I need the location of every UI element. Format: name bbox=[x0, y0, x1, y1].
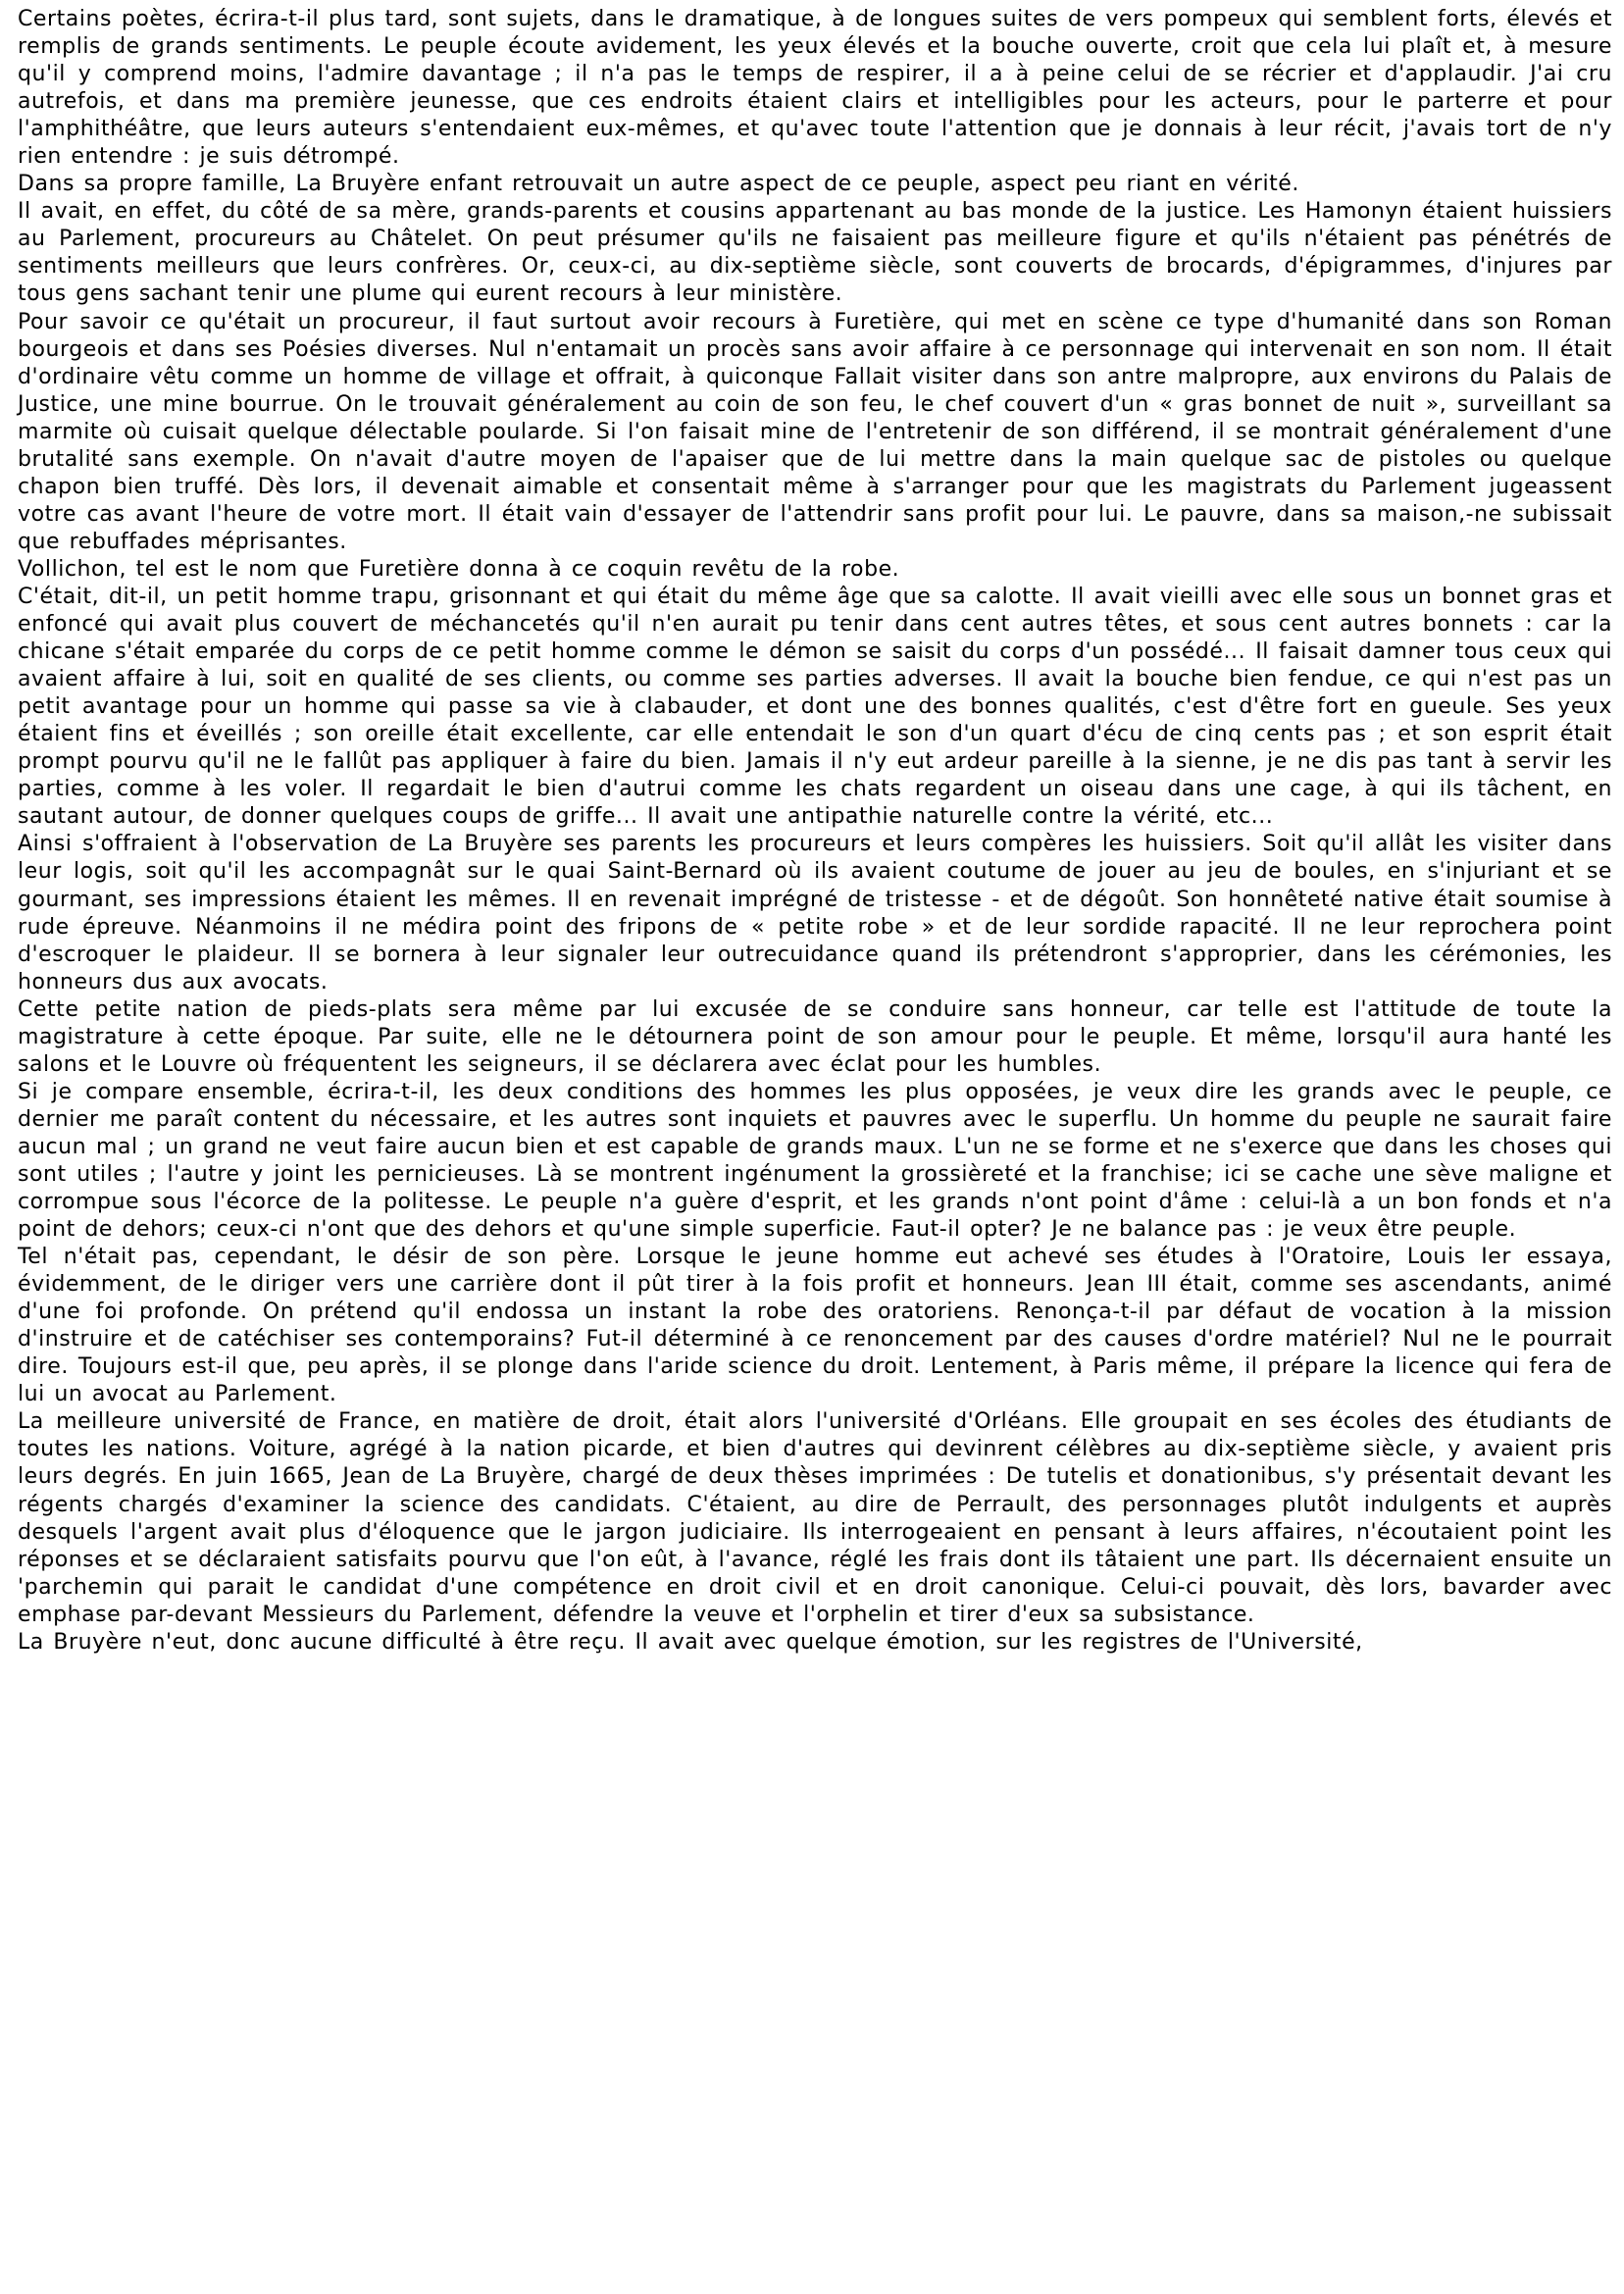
paragraph: Il avait, en effet, du côté de sa mère, grands-parents et cousins appartenant au bas monde de la justice. Les Hamonyn étaient huissiers au Parlement, procureurs au Châtelet. On peut présumer qu'ils ne faisaient pas meilleure figure et qu'ils n'étaient pas pénétrés de sentiments meilleurs que leurs confrères. Or, ceux-ci, au dix-septième siècle, sont couverts de brocards, d'épigrammes, d'injures par tous gens sachant tenir une plume qui eurent recours à leur ministère. bbox=[18, 199, 1612, 307]
paragraph: La meilleure université de France, en matière de droit, était alors l'université d'Orléans. Elle groupait en ses écoles des étudiants de toutes les nations. Voiture, agrégé à la nation picarde, et bien d'autres qui devinrent célèbres au dix-septième siècle, y avaient pris leurs degrés. En juin 1665, Jean de La Bruyère, chargé de deux thèses imprimées : De tutelis et donationibus, s'y présentait devant les régents chargés d'examiner la science des candidats. C'étaient, au dire de Perrault, des personnages plutôt indulgents et auprès desquels l'argent avait plus d'éloquence que le jargon judiciaire. Ils interrogeaient en pensant à leurs affaires, n'écoutaient point les réponses et se déclaraient satisfaits pourvu que l'on eût, à l'avance, réglé les frais dont ils tâtaient une part. Ils décernaient ensuite un 'parchemin qui parait le candidat d'une compétence en droit civil et en droit canonique. Celui-ci pouvait, dès lors, bavarder avec emphase par-devant Messieurs du Parlement, défendre la veuve et l'orphelin et tirer d'eux sa subsistance. bbox=[18, 1409, 1612, 1627]
paragraph: Cette petite nation de pieds-plats sera même par lui excusée de se conduire sans honneur, car telle est l'attitude de toute la magistrature à cette époque. Par suite, elle ne le détournera point de son amour pour le peuple. Et même, lorsqu'il aura hanté les salons et le Louvre où fréquentent les seigneurs, il se déclarera avec éclat pour les humbles. bbox=[18, 996, 1612, 1077]
paragraph: Ainsi s'offraient à l'observation de La Bruyère ses parents les procureurs et leurs compères les huissiers. Soit qu'il allât les visiter dans leur logis, soit qu'il les accompagnât sur le quai Saint-Bernard où ils avaient coutume de jouer au jeu de boules, en s'injuriant et se gourmant, ses impressions étaient les mêmes. Il en revenait imprégné de tristesse - et de dégoût. Son honnêteté native était soumise à rude épreuve. Néanmoins il ne médira point des fripons de « petite robe » et de leur sordide rapacité. Il ne leur reprochera point d'escroquer le plaideur. Il se bornera à leur signaler leur outrecuidance quand ils prétendront s'approprier, dans les cérémonies, les honneurs dus aux avocats. bbox=[18, 832, 1612, 994]
paragraph: C'était, dit-il, un petit homme trapu, grisonnant et qui était du même âge que sa calotte. Il avait vieilli avec elle sous un bonnet gras et enfoncé qui avait plus couvert de méchancetés qu'il n'en aurait pu tenir dans cent autres têtes, et sous cent autres bonnets : car la chicane s'était emparée du corps de ce petit homme comme le démon se saisit du corps d'un possédé... Il faisait damner tous ceux qui avaient affaire à lui, soit en qualité de ses clients, ou comme ses parties adverses. Il avait la bouche bien fendue, ce qui n'est pas un petit avantage pour un homme qui passe sa vie à clabauder, et dont une des bonnes qualités, c'est d'être fort en gueule. Ses yeux étaient fins et éveillés ; son oreille était excellente, car elle entendait le son d'un quart d'écu de cinq cents pas ; et son esprit était prompt pourvu qu'il ne le fallût pas appliquer à faire du bien. Jamais il n'y eut ardeur pareille à la sienne, je ne dis pas tant à servir les parties, comme à les voler. Il regardait le bien d'autrui comme les chats regardent un oiseau dans une cage, à qui ils tâchent, en sautant autour, de donner quelques coups de griffe... Il avait une antipathie naturelle contre la vérité, etc... bbox=[18, 584, 1612, 830]
paragraph: Dans sa propre famille, La Bruyère enfant retrouvait un autre aspect de ce peuple, aspect peu riant en vérité. bbox=[18, 172, 1299, 197]
paragraph: Tel n'était pas, cependant, le désir de son père. Lorsque le jeune homme eut achevé ses études à l'Oratoire, Louis Ier essaya, évidemment, de le diriger vers une carrière dont il pût tirer à la fois profit et honneurs. Jean III était, comme ses ascendants, animé d'une foi profonde. On prétend qu'il endossa un instant la robe des oratoriens. Renonça-t-il par défaut de vocation à la mission d'instruire et de catéchiser ses contemporains? Fut-il déterminé à ce renoncement par des causes d'ordre matériel? Nul ne le pourrait dire. Toujours est-il que, peu après, il se plonge dans l'aride science du droit. Lentement, à Paris même, il prépare la licence qui fera de lui un avocat au Parlement. bbox=[18, 1245, 1612, 1407]
paragraph: Certains poètes, écrira-t-il plus tard, sont sujets, dans le dramatique, à de longues suites de vers pompeux qui semblent forts, élevés et remplis de grands sentiments. Le peuple écoute avidement, les yeux élevés et la bouche ouverte, croit que cela lui plaît et, à mesure qu'il y comprend moins, l'admire davantage ; il n'a pas le temps de respirer, il a à peine celui de se récrier et d'applaudir. J'ai cru autrefois, et dans ma première jeunesse, que ces endroits étaient clairs et intelligibles pour les acteurs, pour le parterre et pour l'amphithéâtre, que leurs auteurs s'entendaient eux-mêmes, et qu'avec toute l'attention que je donnais à leur récit, j'avais tort de n'y rien entendre : je suis détrompé. bbox=[18, 7, 1612, 170]
paragraph: Vollichon, tel est le nom que Furetière donna à ce coquin revêtu de la robe. bbox=[18, 556, 900, 582]
paragraph: Si je compare ensemble, écrira-t-il, les deux conditions des hommes les plus opposées, je veux dire les grands avec le peuple, ce dernier me paraît content du nécessaire, et les autres sont inquiets et pauvres avec le superflu. Un homme du peuple ne saurait faire aucun mal ; un grand ne veut faire aucun bien et est capable de grands maux. L'un ne se forme et ne s'exerce que dans les choses qui sont utiles ; l'autre y joint les pernicieuses. Là se montrent ingénument la grossièreté et la franchise; ici se cache une sève maligne et corrompue sous l'écorce de la politesse. Le peuple n'a guère d'esprit, et les grands n'ont point d'âme : celui-là a un bon fonds et n'a point de dehors; ceux-ci n'ont que des dehors et qu'une simple superficie. Faut-il opter? Je ne balance pas : je veux être peuple. bbox=[18, 1079, 1612, 1243]
paragraph: Pour savoir ce qu'était un procureur, il faut surtout avoir recours à Furetière, qui met en scène ce type d'humanité dans son Roman bourgeois et dans ses Poésies diverses. Nul n'entamait un procès sans avoir affaire à ce personnage qui intervenait en son nom. Il était d'ordinaire vêtu comme un homme de village et offrait, à quiconque Fallait visiter dans son antre malpropre, aux environs du Palais de Justice, une mine bourrue. On le trouvait généralement au coin de son feu, le chef couvert d'un « gras bonnet de nuit », surveillant sa marmite où cuisait quelque délectable poularde. Si l'on faisait mine de l'entretenir de son différend, il se montrait généralement d'une brutalité sans exemple. On n'avait d'autre moyen de l'apaiser que de lui mettre dans la main quelque sac de pistoles ou quelque chapon bien truffé. Dès lors, il devenait aimable et consentait même à s'arranger pour que les magistrats du Parlement jugeassent votre cas avant l'heure de votre mort. Il était vain d'essayer de l'attendrir sans profit pour lui. Le pauvre, dans sa maison,-ne subissait que rebuffades méprisantes. bbox=[18, 309, 1612, 554]
paragraph: La Bruyère n'eut, donc aucune difficulté à être reçu. Il avait avec quelque émotion, sur les registres de l'Université, bbox=[18, 1629, 1363, 1655]
